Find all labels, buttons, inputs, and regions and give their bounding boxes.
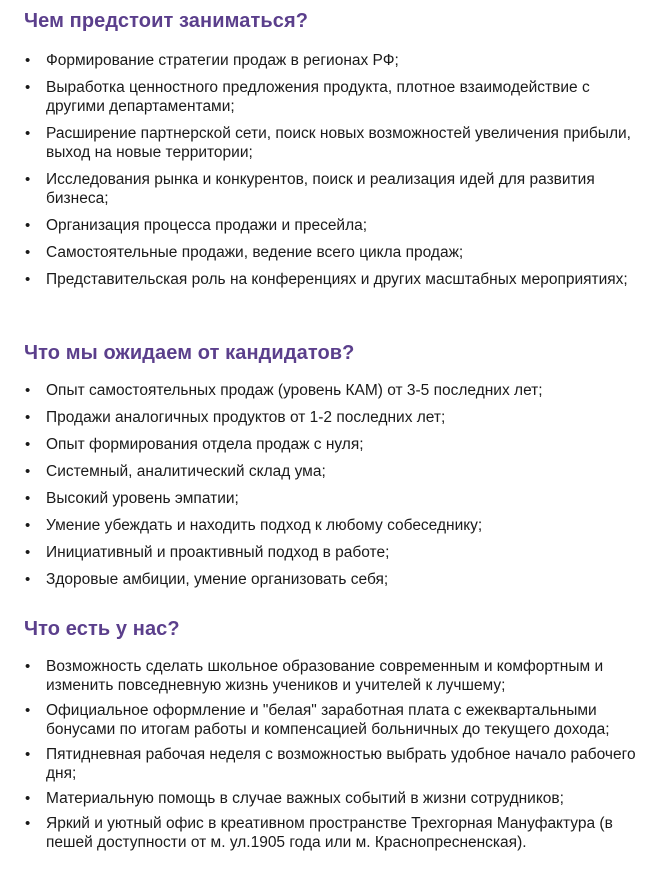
list-item: • Опыт формирования отдела продаж с нуля; bbox=[24, 435, 643, 454]
requirements-list bbox=[24, 381, 643, 589]
list-item: • Системный, аналитический склад ума; bbox=[24, 462, 643, 481]
list-item: • Исследования рынка и конкурентов, поиск и реализация идей для развития бизнеса; bbox=[24, 170, 643, 208]
section-benefits bbox=[24, 617, 643, 858]
section-title: Что есть у нас? bbox=[24, 618, 180, 640]
list-item: • Умение убеждать и находить подход к любому собеседнику; bbox=[24, 516, 643, 535]
list-item: • Формирование стратегии продаж в регионах РФ; bbox=[24, 51, 643, 70]
list-item: • Материальную помощь в случае важных событий в жизни сотрудников; bbox=[24, 789, 643, 808]
list-item: • Пятидневная рабочая неделя с возможностью выбрать удобное начало рабочего дня; bbox=[24, 745, 643, 783]
list-item: • Высокий уровень эмпатии; bbox=[24, 489, 643, 508]
list-item: • Опыт самостоятельных продаж (уровень КАМ) от 3-5 последних лет; bbox=[24, 381, 643, 400]
list-item: • Самостоятельные продажи, ведение всего цикла продаж; bbox=[24, 243, 643, 262]
section-title: Что мы ожидаем от кандидатов? bbox=[24, 342, 355, 364]
list-item: • Официальное оформление и "белая" заработная плата с ежеквартальными бонусами по итогам работы и компенсацией больничных до текущего дохода; bbox=[24, 701, 643, 739]
list-item: • Яркий и уютный офис в креативном пространстве Трехгорная Мануфактура (в пешей доступности от м. ул.1905 года или м. Краснопресненская). bbox=[24, 814, 643, 852]
list-item: • Здоровые амбиции, умение организовать себя; bbox=[24, 570, 643, 589]
section-responsibilities bbox=[24, 9, 643, 297]
section-requirements bbox=[24, 341, 643, 597]
list-item: • Представительская роль на конференциях и других масштабных мероприятиях; bbox=[24, 270, 643, 289]
benefits-list bbox=[24, 657, 643, 852]
list-item: • Возможность сделать школьное образование современным и комфортным и изменить повседневную жизнь учеников и учителей к лучшему; bbox=[24, 657, 643, 695]
list-item: • Инициативный и проактивный подход в работе; bbox=[24, 543, 643, 562]
list-item: • Расширение партнерской сети, поиск новых возможностей увеличения прибыли, выход на новые территории; bbox=[24, 124, 643, 162]
list-item: • Организация процесса продажи и пресейла; bbox=[24, 216, 643, 235]
list-item: • Продажи аналогичных продуктов от 1-2 последних лет; bbox=[24, 408, 643, 427]
list-item: • Выработка ценностного предложения продукта, плотное взаимодействие с другими департаментами; bbox=[24, 78, 643, 116]
responsibilities-list bbox=[24, 51, 643, 289]
section-title: Чем предстоит заниматься? bbox=[24, 10, 309, 32]
